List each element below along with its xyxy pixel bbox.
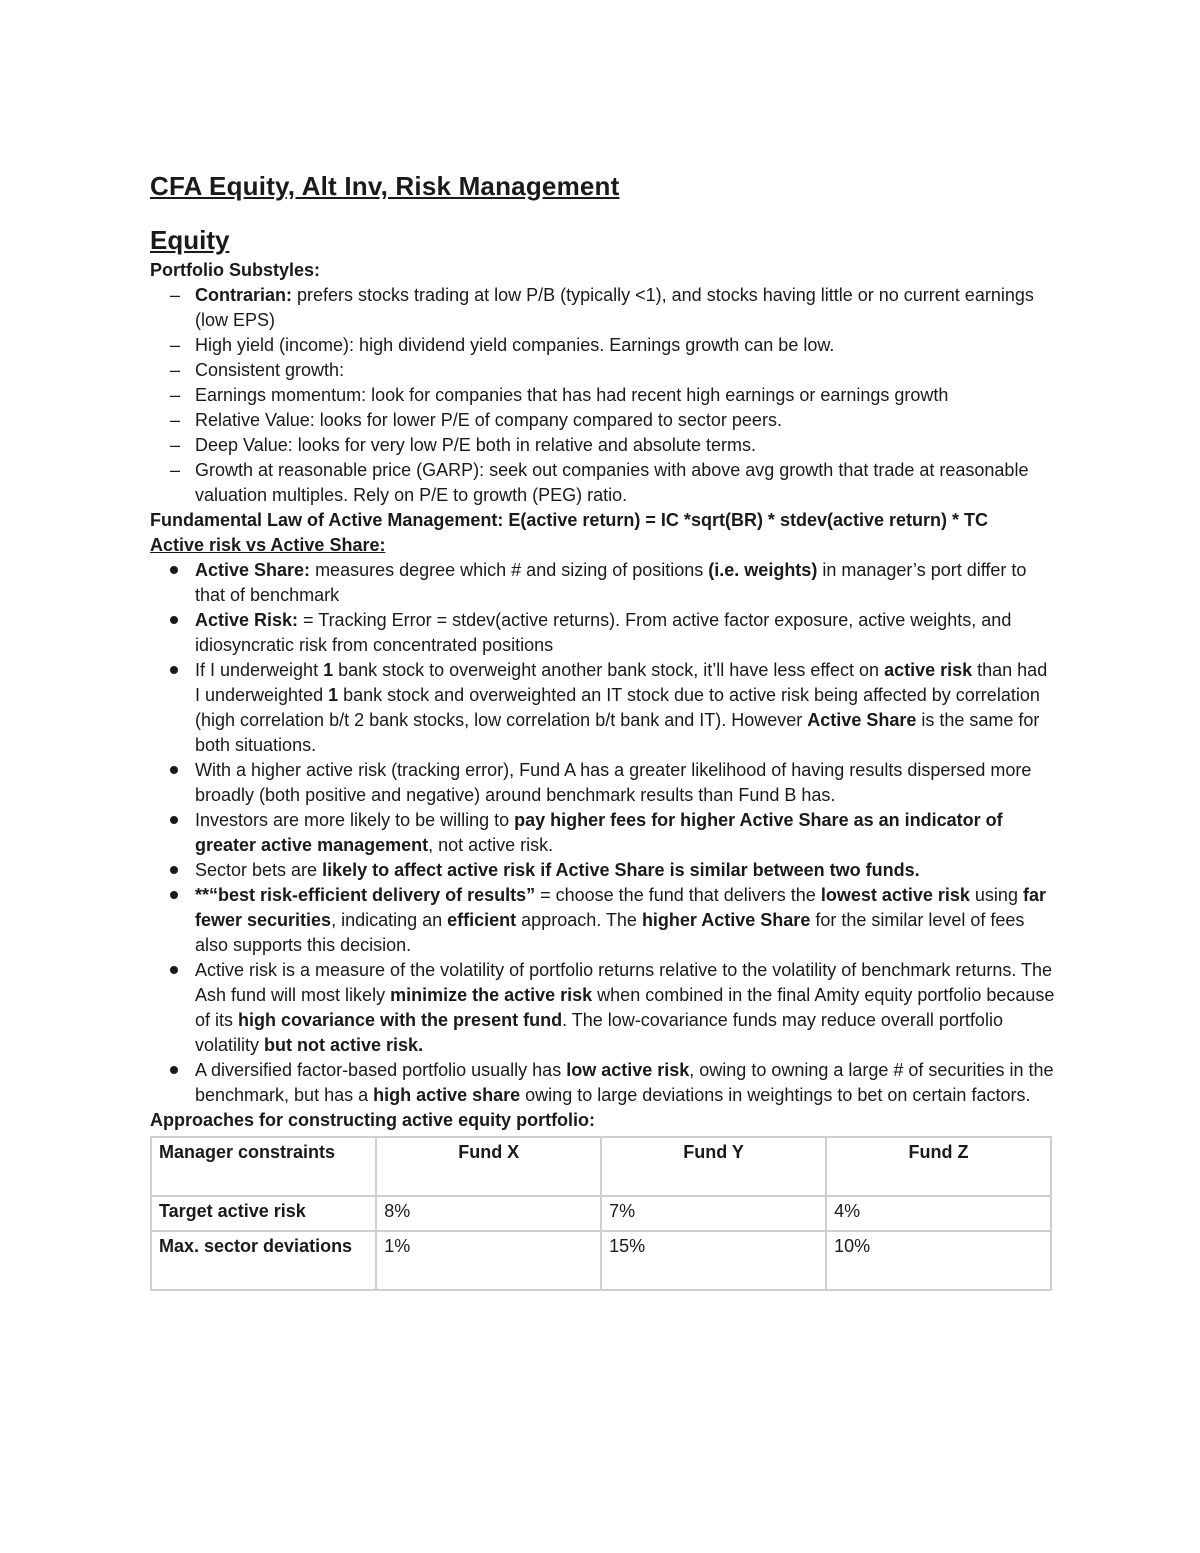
list-item xyxy=(150,858,1055,883)
list-item-text: , owing to owning a large # of securities in the benchmark, but has a xyxy=(195,1060,1054,1105)
list-item-text: for the similar level of fees also supports this decision. xyxy=(195,910,1025,955)
list-item-bold: 1 xyxy=(323,660,334,680)
list-item xyxy=(150,408,1055,433)
list-item-text: Active risk is a measure of the volatility of portfolio returns relative to the volatility of benchmark returns. The Ash fund will most likely xyxy=(195,960,1053,1005)
table-cell: 8% xyxy=(376,1196,601,1231)
list-item xyxy=(150,433,1055,458)
table-header-cell: Manager constraints xyxy=(151,1137,376,1196)
list-item-text: Sector bets are xyxy=(195,860,323,880)
list-item-text: when combined in the final Amity equity portfolio because of its xyxy=(195,985,1055,1030)
table-row xyxy=(151,1196,1051,1231)
list-item xyxy=(150,283,1055,333)
list-item-text: approach. The xyxy=(516,910,642,930)
list-item-bold: Active Risk: xyxy=(195,610,299,630)
list-item-text: measures degree which # and sizing of positions xyxy=(310,560,709,580)
list-item-text: = Tracking Error = stdev(active returns). From active factor exposure, active weights, and idiosyncratic risk from concentrated positions xyxy=(195,610,1012,655)
active-risk-bullet-list xyxy=(150,558,1055,1108)
list-item-text: A diversified factor-based portfolio usually has xyxy=(195,1060,567,1080)
list-item xyxy=(150,358,1055,383)
list-item-bold: 1 xyxy=(328,685,339,705)
list-item xyxy=(150,883,1055,958)
table-cell: 4% xyxy=(826,1196,1051,1231)
substyles-list xyxy=(150,283,1055,508)
list-item xyxy=(150,658,1055,758)
list-item-bold: Active Share xyxy=(807,710,917,730)
list-item-bold: pay higher fees for higher Active Share as an indicator of greater active management xyxy=(195,810,1003,855)
manager-constraints-table xyxy=(150,1136,1052,1291)
table-header-row xyxy=(151,1137,1051,1196)
list-item-text: With a higher active risk (tracking error), Fund A has a greater likelihood of having results dispersed more broadly (both positive and negative) around benchmark results than Fund B has. xyxy=(195,760,1032,805)
table-cell: 7% xyxy=(601,1196,826,1231)
list-item-text: = choose the fund that delivers the xyxy=(535,885,821,905)
list-item-text: bank stock to overweight another bank stock, it’ll have less effect on xyxy=(333,660,885,680)
table-cell: Target active risk xyxy=(151,1196,376,1231)
document-page xyxy=(150,168,1055,1291)
list-item-text: If I underweight xyxy=(195,660,324,680)
list-item xyxy=(150,1058,1055,1108)
list-item xyxy=(150,758,1055,808)
list-item-text: Relative Value: looks for lower P/E of company compared to sector peers. xyxy=(195,410,782,430)
list-item-text: High yield (income): high dividend yield companies. Earnings growth can be low. xyxy=(195,335,835,355)
list-item xyxy=(150,383,1055,408)
list-item-text: owing to large deviations in weightings to bet on certain factors. xyxy=(520,1085,1031,1105)
list-item-bold: efficient xyxy=(447,910,517,930)
table-header-cell: Fund Y xyxy=(601,1137,826,1196)
list-item xyxy=(150,808,1055,858)
list-item-bold: low active risk xyxy=(566,1060,690,1080)
table-cell: 15% xyxy=(601,1231,826,1290)
list-item-bold: higher Active Share xyxy=(641,910,811,930)
list-item-text: . The low-covariance funds may reduce overall portfolio volatility xyxy=(195,1010,1003,1055)
list-item-bold: Active Share: xyxy=(195,560,311,580)
list-item-bold: high active share xyxy=(373,1085,521,1105)
fundamental-law-line: Fundamental Law of Active Management: E(active return) = IC *sqrt(BR) * stdev(active return) * TC xyxy=(150,510,988,530)
table-cell: Max. sector deviations xyxy=(151,1231,376,1290)
list-item-bold: **“best risk-efficient delivery of results” xyxy=(195,885,536,905)
list-item xyxy=(150,608,1055,658)
section-heading-equity: Equity xyxy=(150,225,230,255)
active-risk-vs-share-label: Active risk vs Active Share: xyxy=(150,535,386,555)
document-title: CFA Equity, Alt Inv, Risk Management xyxy=(150,171,620,201)
list-item-text: using xyxy=(969,885,1023,905)
list-item-bold: likely to affect active risk if Active Share is similar between two funds. xyxy=(322,860,920,880)
list-item-text: bank stock and overweighted an IT stock due to active risk being affected by correlation (high correlation b/t 2 bank stocks, low correlation b/t bank and IT). However xyxy=(195,685,1040,730)
list-item-text: Consistent growth: xyxy=(195,360,345,380)
list-item-text: Growth at reasonable price (GARP): seek out companies with above avg growth that trade at reasonable valuation multiples. Rely on P/E to growth (PEG) ratio. xyxy=(195,460,1029,505)
list-item-text: prefers stocks trading at low P/B (typically <1), and stocks having little or no current earnings (low EPS) xyxy=(195,285,1034,330)
substyles-label: Portfolio Substyles: xyxy=(150,260,321,280)
list-item xyxy=(150,558,1055,608)
approaches-label: Approaches for constructing active equity portfolio: xyxy=(150,1110,596,1130)
list-item-text: , not active risk. xyxy=(428,835,554,855)
table-cell: 10% xyxy=(826,1231,1051,1290)
list-item-text: , indicating an xyxy=(331,910,448,930)
list-item-bold: high covariance with the present fund xyxy=(238,1010,563,1030)
list-item-bold: but not active risk. xyxy=(264,1035,424,1055)
list-item xyxy=(150,333,1055,358)
list-item-text: than had I underweighted xyxy=(195,660,1048,705)
list-item-bold: far fewer securities xyxy=(195,885,1046,930)
table-header-cell: Fund X xyxy=(376,1137,601,1196)
list-item-bold: (i.e. weights) xyxy=(708,560,818,580)
table-header-cell: Fund Z xyxy=(826,1137,1051,1196)
list-item-bold: minimize the active risk xyxy=(390,985,593,1005)
table-cell: 1% xyxy=(376,1231,601,1290)
list-item-bold: lowest active risk xyxy=(820,885,970,905)
list-item-bold: Contrarian: xyxy=(195,285,293,305)
list-item xyxy=(150,958,1055,1058)
list-item-text: in manager’s port differ to that of benchmark xyxy=(195,560,1027,605)
list-item xyxy=(150,458,1055,508)
list-item-text: is the same for both situations. xyxy=(195,710,1040,755)
list-item-text: Earnings momentum: look for companies that has had recent high earnings or earnings growth xyxy=(195,385,949,405)
table-row xyxy=(151,1231,1051,1290)
list-item-bold: active risk xyxy=(884,660,973,680)
list-item-text: Investors are more likely to be willing to xyxy=(195,810,515,830)
list-item-text: Deep Value: looks for very low P/E both in relative and absolute terms. xyxy=(195,435,756,455)
